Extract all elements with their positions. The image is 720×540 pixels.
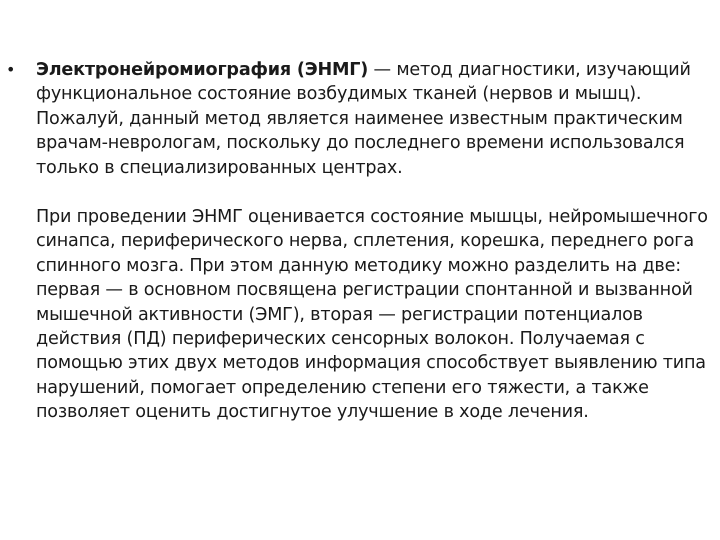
- paragraph-description: При проведении ЭНМГ оценивается состояние мышцы, нейромышечного синапса, периферического нерва, сплетения, корешка, переднего рога спинного мозга. При этом данную методику можно разделить на две: первая — в основном посвящена регистрации спонтанной и вызванной мышечной активности (ЭМГ), вторая — регистрации потенциалов действия (ПД) периферических сенсорных волокон. Получаемая с помощью этих двух методов информация способствует выявлению типа нарушений, помогает определению степени его тяжести, а также позволяет оценить достигнутое улучшение в ходе лечения.: [36, 207, 708, 423]
- definition-text: — метод диагностики, изучающий функциональное состояние возбудимых тканей (нервов и мышц). Пожалуй, данный метод является наименее известным практическим врачам-неврологам, поскольку до последнего времени использовался только в специализированных центрах.: [36, 60, 691, 178]
- term-enmg: Электронейромиография (ЭНМГ): [36, 60, 369, 80]
- bullet-marker: •: [6, 60, 16, 79]
- paragraph-definition: [36, 58, 712, 180]
- slide-content: [6, 58, 712, 425]
